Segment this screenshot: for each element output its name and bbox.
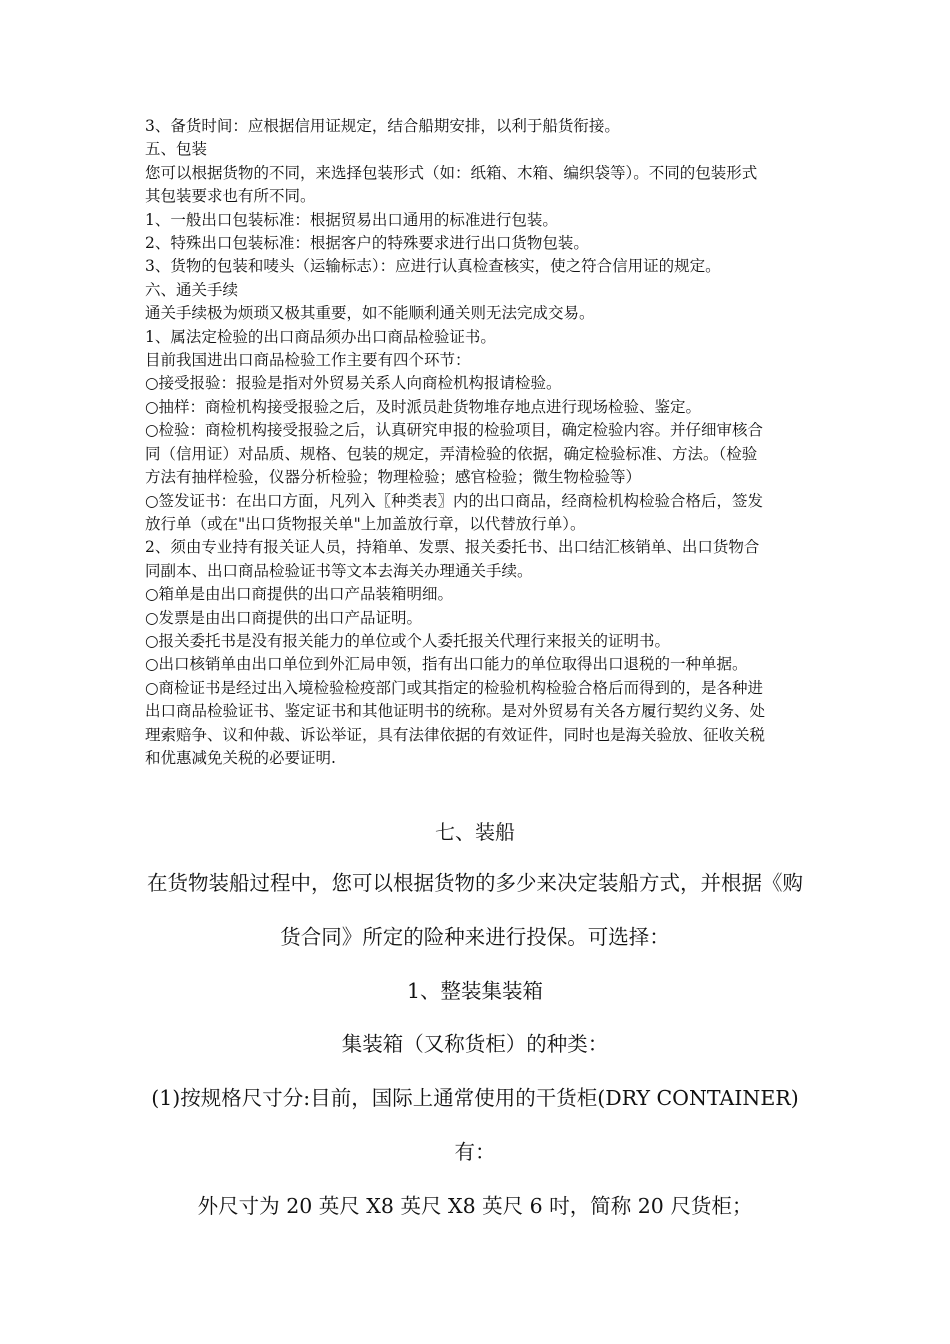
container-size-line: 外尺寸为 20 英尺 X8 英尺 X8 英尺 6 吋，简称 20 尺货柜；: [197, 1194, 753, 1218]
text-line: 和优惠减免关税的必要证明.: [145, 748, 336, 767]
text-line: 其包装要求也有所不同。: [145, 187, 316, 206]
text-line: 同副本、出口商品检验证书等文本去海关办理通关手续。: [145, 561, 533, 580]
text-line: 出口商品检验证书、鉴定证书和其他证明书的统称。是对外贸易有关各方履行契约义务、处: [145, 702, 766, 721]
text-line: 同（信用证）对品质、规格、包装的规定，弄清检验的依据，确定检验标准、方法。（检验: [145, 444, 758, 463]
container-types-heading: 集装箱（又称货柜）的种类：: [341, 1032, 609, 1056]
loading-section: [120, 818, 830, 1220]
text-line: ○商检证书是经过出入境检验检疫部门或其指定的检验机构检验合格后而得到的，是各种进: [145, 678, 764, 697]
text-line: ○检验：商检机构接受报验之后，认真研究申报的检验项目，确定检验内容。并仔细审核合: [145, 421, 764, 440]
text-line: ○报关委托书是没有报关能力的单位或个人委托报关代理行来报关的证明书。: [145, 631, 671, 650]
text-line: 3、备货时间：应根据信用证规定，结合船期安排，以利于船货衔接。: [145, 117, 620, 135]
body-text-block: [145, 115, 810, 770]
section-heading-packaging: 五、包装: [145, 140, 208, 159]
item-full-container: 1、整装集装箱: [406, 979, 544, 1003]
intro-line: 在货物装船过程中，您可以根据货物的多少来决定装船方式，并根据《购: [147, 871, 803, 895]
text-line: 方法有抽样检验，仪器分析检验；物理检验；感官检验；微生物检验等）: [145, 468, 642, 487]
text-line: 放行单（或在"出口货物报关单"上加盖放行章，以代替放行单）。: [145, 514, 586, 533]
text-line: 1、属法定检验的出口商品须办出口商品检验证书。: [145, 327, 496, 346]
text-line: ○箱单是由出口商提供的出口产品装箱明细。: [145, 585, 454, 604]
text-line: 理索赔争、议和仲裁、诉讼举证，具有法律依据的有效证件，同时也是海关验放、征收关税: [145, 725, 766, 744]
text-line: 1、一般出口包装标准：根据贸易出口通用的标准进行包装。: [145, 210, 558, 229]
text-line: ○发票是由出口商提供的出口产品证明。: [145, 608, 423, 627]
text-line: 2、特殊出口包装标准：根据客户的特殊要求进行出口货物包装。: [145, 234, 589, 253]
spec-line: 有：: [454, 1140, 496, 1164]
section-heading-loading: 七、装船: [435, 820, 515, 844]
text-line: 3、货物的包装和唛头（运输标志）：应进行认真检查核实，使之符合信用证的规定。: [145, 257, 721, 276]
spec-line: (1)按规格尺寸分:目前，国际上通常使用的干货柜(DRY CONTAINER): [151, 1086, 799, 1110]
text-line: ○出口核销单由出口单位到外汇局申领，指有出口能力的单位取得出口退税的一种单据。: [145, 655, 748, 674]
text-line: ○抽样：商检机构接受报验之后，及时派员赴货物堆存地点进行现场检验、鉴定。: [145, 397, 702, 416]
text-line: 目前我国进出口商品检验工作主要有四个环节：: [145, 351, 471, 370]
text-line: 2、须由专业持有报关证人员，持箱单、发票、报关委托书、出口结汇核销单、出口货物合: [145, 538, 760, 557]
text-line: 您可以根据货物的不同，来选择包装形式（如：纸箱、木箱、编织袋等）。不同的包装形式: [145, 163, 758, 182]
text-line: ○接受报验：报验是指对外贸易关系人向商检机构报请检验。: [145, 374, 562, 393]
intro-line: 货合同》所定的险种来进行投保。可选择：: [280, 925, 670, 949]
text-line: ○签发证书：在出口方面，凡列入〖种类表〗内的出口商品，经商检机构检验合格后，签发: [145, 491, 764, 510]
text-line: 通关手续极为烦琐又极其重要，如不能顺利通关则无法完成交易。: [145, 304, 595, 323]
section-heading-customs: 六、通关手续: [145, 280, 239, 299]
